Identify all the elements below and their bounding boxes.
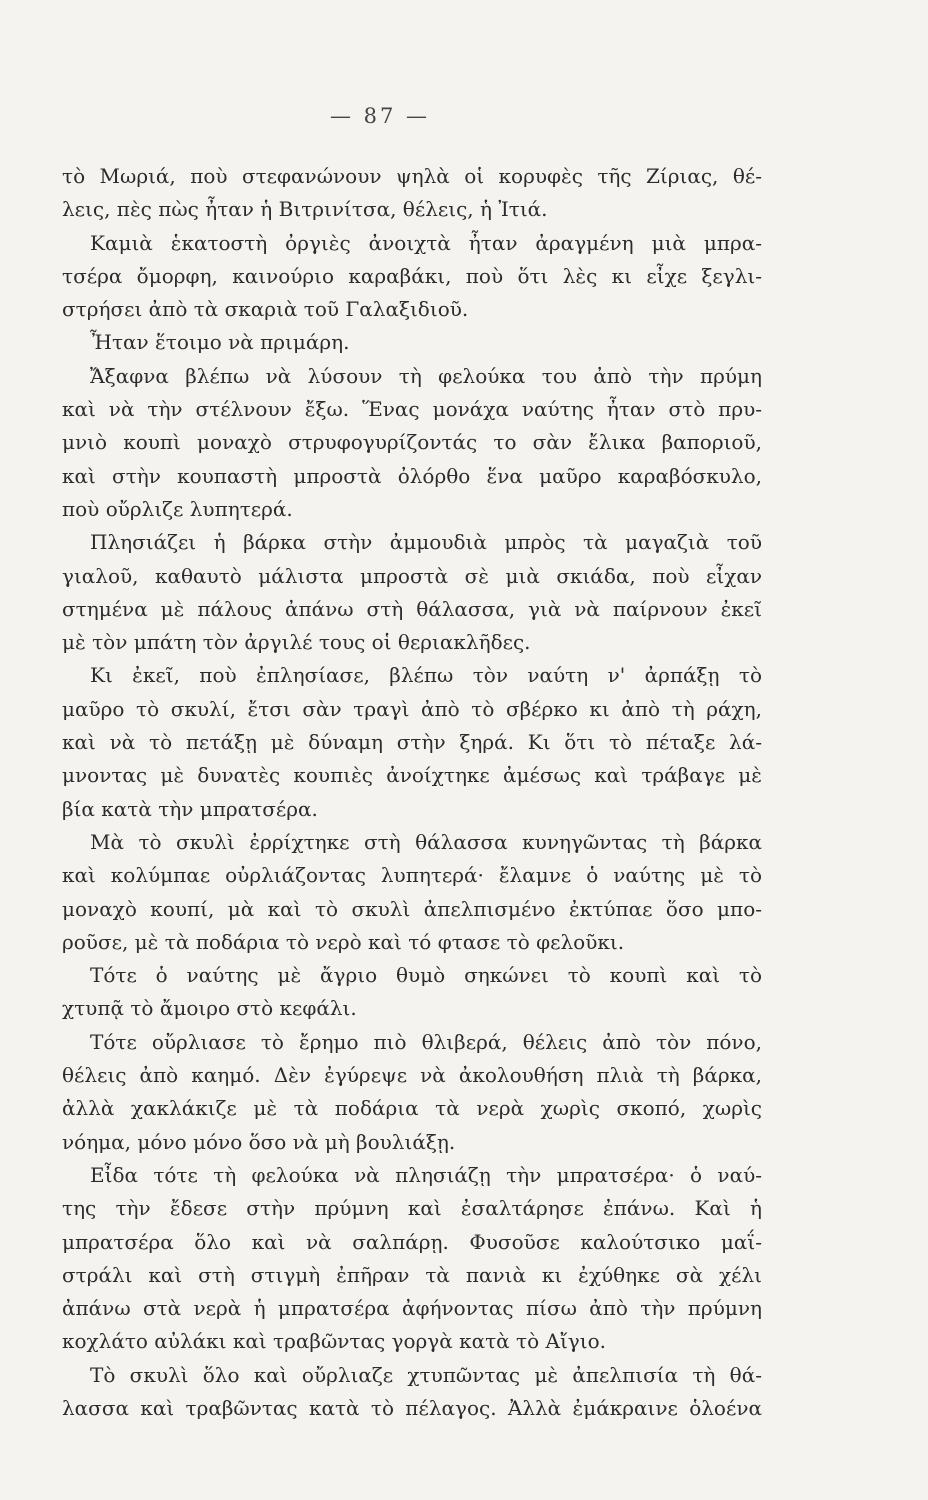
text-line: στρήσει ἀπὸ τὰ σκαριὰ τοῦ Γαλαξιδιοῦ. — [62, 297, 469, 322]
text-line: κοχλάτο αὐλάκι καὶ τραβῶντας γοργὰ κατὰ τὸ Αἴγιο. — [62, 1329, 606, 1354]
text-line: μοναχὸ κουπί, μὰ καὶ τὸ σκυλὶ ἀπελπισμένο ἐκτύπαε ὅσο μπο- — [62, 896, 762, 921]
text-line: μνιὸ κουπὶ μοναχὸ στρυφογυρίζοντάς το σὰν ἔλικα βαποριοῦ, — [62, 430, 762, 455]
text-line: καὶ στὴν κουπαστὴ μπροστὰ ὀλόρθο ἕνα μαῦρο καραβόσκυλο, — [62, 463, 762, 488]
text-line: της τὴν ἔδεσε στὴν πρύμνη καὶ ἐσαλτάρησε ἐπάνω. Καὶ ἡ — [62, 1196, 762, 1221]
page-number: — 87 — — [329, 104, 431, 128]
text-line: Ἦταν ἕτοιμο νὰ πριμάρη. — [90, 330, 350, 355]
text-line: τὸ Μωριά, ποὺ στεφανώνουν ψηλὰ οἱ κορυφὲς τῆς Ζίριας, θέ- — [62, 164, 762, 188]
text-line: γιαλοῦ, καθαυτὸ μάλιστα μπροστὰ σὲ μιὰ σκιάδα, ποὺ εἶχαν — [62, 563, 762, 588]
text-line: ροῦσε, μὲ τὰ ποδάρια τὸ νερὸ καὶ τό φτασε τὸ φελοῦκι. — [62, 929, 625, 954]
text-line: νόημα, μόνο μόνο ὅσο νὰ μὴ βουλιάξῃ. — [62, 1129, 456, 1154]
text-line: χτυπᾷ τὸ ἄμοιρο στὸ κεφάλι. — [62, 996, 357, 1021]
text-line: μὲ τὸν μπάτη τὸν ἀργιλέ τους οἱ θεριακλῆδες. — [62, 630, 531, 655]
text-line: λεις, πὲς πὼς ἦταν ἡ Βιτρινίτσα, θέλεις, ἡ Ἰτιά. — [62, 197, 548, 222]
text-line: ποὺ οὔρλιζε λυπητερά. — [62, 496, 293, 521]
text-line: Εἶδα τότε τὴ φελούκα νὰ πλησιάζῃ τὴν μπρατσέρα· ὁ ναύ- — [90, 1162, 762, 1187]
body-text — [62, 160, 762, 1425]
text-line: Μὰ τὸ σκυλὶ ἐρρίχτηκε στὴ θάλασσα κυνηγῶντας τὴ βάρκα — [90, 829, 762, 854]
text-line: Τὸ σκυλὶ ὅλο καὶ οὔρλιαζε χτυπῶντας μὲ ἀπελπισία τὴ θά- — [90, 1362, 762, 1387]
text-line: Ἄξαφνα βλέπω νὰ λύσουν τὴ φελούκα του ἀπὸ τὴν πρύμη — [90, 363, 762, 388]
text-line: μπρατσέρα ὅλο καὶ νὰ σαλπάρῃ. Φυσοῦσε καλούτσικο μαΐ- — [62, 1229, 762, 1254]
text-line: τσέρα ὄμορφη, καινούριο καραβάκι, ποὺ ὅτι λὲς κι εἶχε ξεγλι- — [62, 263, 762, 288]
text-line: βία κατὰ τὴν μπρατσέρα. — [62, 796, 318, 821]
text-line: Τότε οὔρλιασε τὸ ἔρημο πιὸ θλιβερά, θέλεις ἀπὸ τὸν πόνο, — [90, 1029, 762, 1054]
text-line: καὶ νὰ τὴν στέλνουν ἔξω. Ἕνας μονάχα ναύτης ἦταν στὸ πρυ- — [62, 397, 762, 422]
text-line: καὶ κολύμπαε οὐρλιάζοντας λυπητερά· ἔλαμνε ὁ ναύτης μὲ τὸ — [62, 863, 762, 888]
text-line: μαῦρο τὸ σκυλί, ἔτσι σὰν τραγὶ ἀπὸ τὸ σβέρκο κι ἀπὸ τὴ ράχη, — [62, 696, 762, 721]
text-line: στημένα μὲ πάλους ἀπάνω στὴ θάλασσα, γιὰ νὰ παίρνουν ἐκεῖ — [62, 596, 762, 621]
text-line: θέλεις ἀπὸ καημό. Δὲν ἐγύρεψε νὰ ἀκολουθήση πλιὰ τὴ βάρκα, — [62, 1063, 762, 1088]
text-line: Τότε ὁ ναύτης μὲ ἄγριο θυμὸ σηκώνει τὸ κουπὶ καὶ τὸ — [90, 963, 762, 988]
text-line: Καμιὰ ἑκατοστὴ ὀργιὲς ἀνοιχτὰ ἦταν ἀραγμένη μιὰ μπρα- — [90, 230, 762, 255]
text-line: καὶ νὰ τὸ πετάξῃ μὲ δύναμη στὴν ξηρά. Κι ὅτι τὸ πέταξε λά- — [62, 730, 762, 755]
text-line: μνοντας μὲ δυνατὲς κουπιὲς ἀνοίχτηκε ἀμέσως καὶ τράβαγε μὲ — [62, 763, 762, 788]
text-line: ἀλλὰ χακλάκιζε μὲ τὰ ποδάρια τὰ νερὰ χωρὶς σκοπό, χωρὶς — [62, 1096, 762, 1121]
text-line: ἀπάνω στὰ νερὰ ἡ μπρατσέρα ἀφήνοντας πίσω ἀπὸ τὴν πρύμνη — [62, 1296, 762, 1321]
text-line: στράλι καὶ στὴ στιγμὴ ἐπῆραν τὰ πανιὰ κι ἐχύθηκε σὰ χέλι — [62, 1262, 762, 1287]
text-line: Πλησιάζει ἡ βάρκα στὴν ἀμμουδιὰ μπρὸς τὰ μαγαζιὰ τοῦ — [90, 530, 762, 555]
text-line: λασσα καὶ τραβῶντας κατὰ τὸ πέλαγος. Ἀλλὰ ἐμάκραινε ὁλοένα — [62, 1395, 762, 1420]
text-line: Κι ἐκεῖ, ποὺ ἐπλησίασε, βλέπω τὸν ναύτη ν' ἀρπάξῃ τὸ — [90, 663, 762, 688]
